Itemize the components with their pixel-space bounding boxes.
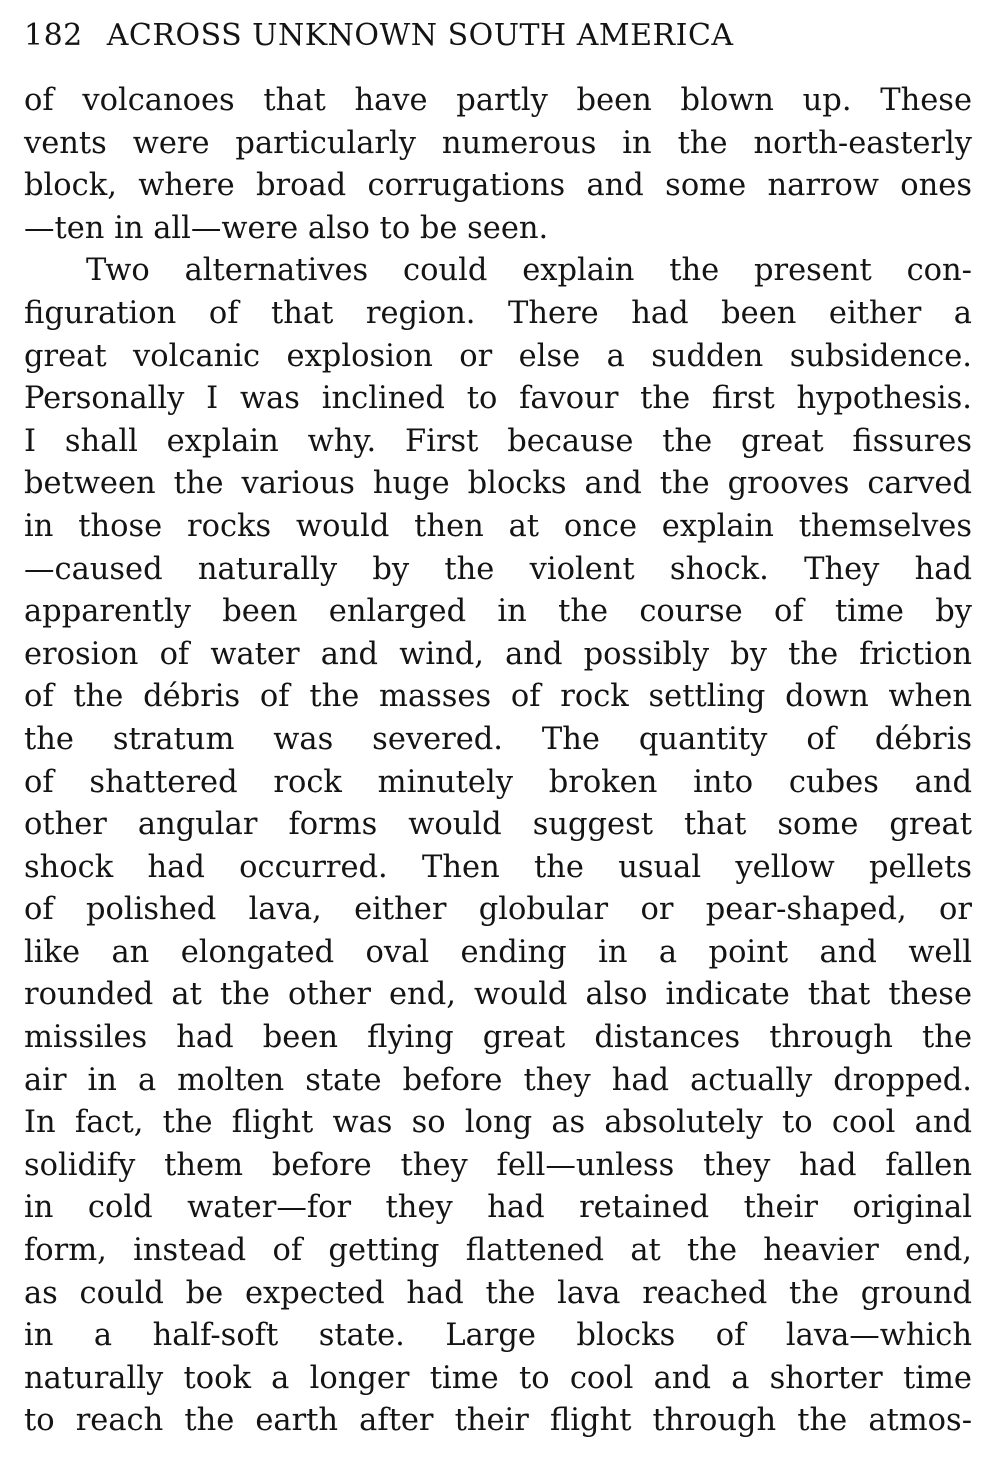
text-line: Personally I was inclined to favour the first hypothesis.	[24, 381, 972, 417]
text-line: naturally took a longer time to cool and a shorter time	[24, 1360, 972, 1396]
text-line: of the débris of the masses of rock settling down when	[24, 679, 972, 715]
text-line: other angular forms would suggest that some great	[24, 807, 972, 843]
page-header	[24, 18, 972, 68]
text-line: of volcanoes that have partly been blown up. These	[24, 83, 972, 118]
text-line: rounded at the other end, would also indicate that these	[24, 977, 972, 1013]
text-line: missiles had been flying great distances through the	[24, 1020, 972, 1056]
text-line: like an elongated oval ending in a point and well	[24, 934, 972, 970]
text-line: as could be expected had the lava reached the ground	[24, 1275, 972, 1311]
text-line: —ten in all—were also to be seen.	[24, 210, 549, 246]
page-number: 182	[24, 18, 83, 53]
text-line: great volcanic explosion or else a sudden subsidence.	[24, 338, 972, 374]
body-text	[24, 80, 972, 1443]
book-page	[24, 18, 972, 1443]
text-line: solidify them before they fell—unless they had fallen	[24, 1147, 972, 1183]
text-line: vents were particularly numerous in the north-easterly	[24, 125, 972, 161]
text-line: air in a molten state before they had actually dropped.	[24, 1062, 972, 1098]
text-line: erosion of water and wind, and possibly by the friction	[24, 636, 972, 672]
text-line: —caused naturally by the violent shock. They had	[24, 551, 972, 587]
text-line: In fact, the flight was so long as absolutely to cool and	[24, 1105, 972, 1141]
text-line: in a half-soft state. Large blocks of lava—which	[24, 1318, 972, 1354]
text-line: of polished lava, either globular or pear-shaped, or	[24, 892, 972, 928]
text-line: between the various huge blocks and the grooves carved	[24, 466, 972, 502]
text-line: in cold water—for they had retained their original	[24, 1190, 972, 1226]
text-line: Two alternatives could explain the present con-	[86, 253, 972, 289]
text-line: of shattered rock minutely broken into cubes and	[24, 764, 972, 800]
running-head: ACROSS UNKNOWN SOUTH AMERICA	[106, 18, 734, 53]
text-line: to reach the earth after their flight through the atmos-	[24, 1403, 972, 1439]
text-line: block, where broad corrugations and some narrow ones	[24, 168, 972, 204]
text-line: form, instead of getting flattened at the heavier end,	[24, 1233, 972, 1269]
text-line: apparently been enlarged in the course of time by	[24, 594, 972, 630]
text-line: in those rocks would then at once explain themselves	[24, 508, 972, 544]
text-line: the stratum was severed. The quantity of débris	[24, 721, 972, 757]
text-line: I shall explain why. First because the great fissures	[24, 423, 972, 459]
text-line: shock had occurred. Then the usual yellow pellets	[24, 849, 972, 885]
text-line: figuration of that region. There had been either a	[24, 295, 972, 331]
